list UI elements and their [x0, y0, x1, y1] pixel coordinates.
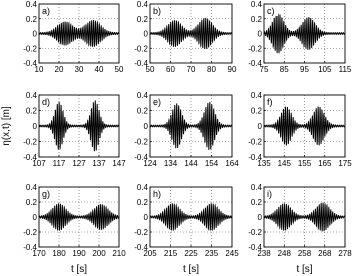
- x-tick-label: 180: [52, 249, 66, 258]
- x-tick-label: 165: [318, 159, 332, 168]
- x-tick-label: 115: [338, 65, 352, 74]
- panel-e: [134, 91, 239, 168]
- x-tick-label: 170: [32, 249, 46, 258]
- y-tick-label: -0.4: [134, 153, 148, 162]
- panel-tag: a): [42, 6, 51, 16]
- y-tick-label: 0: [32, 122, 37, 131]
- y-tick-label: -0.2: [248, 228, 262, 237]
- x-tick-label: 90: [227, 65, 237, 74]
- y-tick-label: 0.4: [25, 183, 37, 192]
- x-tick-label: 200: [92, 249, 106, 258]
- y-tick-label: -0.4: [248, 243, 262, 252]
- x-tick-label: 190: [72, 249, 86, 258]
- x-tick-label: 235: [204, 249, 219, 258]
- x-tick-label: 175: [338, 159, 352, 168]
- y-tick-label: -0.4: [23, 59, 37, 68]
- x-tick-label: 147: [112, 159, 126, 168]
- y-tick-label: -0.2: [23, 44, 37, 54]
- x-tick-label: 85: [279, 65, 289, 74]
- x-tick-label: 210: [112, 249, 126, 258]
- x-tick-label: 137: [92, 159, 106, 168]
- x-tick-label: 258: [297, 249, 312, 258]
- x-tick-label: 144: [184, 159, 198, 168]
- x-tick-label: 164: [225, 159, 239, 168]
- panel-tag: e): [153, 97, 162, 107]
- series-line: [39, 20, 119, 47]
- x-tick-label: 50: [145, 65, 155, 74]
- y-tick-label: 0.2: [25, 14, 37, 24]
- y-tick-label: -0.4: [23, 243, 37, 252]
- y-tick-label: 0.2: [25, 106, 37, 116]
- panel-g: [23, 183, 126, 275]
- x-tick-label: 70: [186, 65, 196, 74]
- y-tick-label: 0: [257, 122, 262, 131]
- panel-h: [134, 183, 239, 275]
- y-tick-label: -0.2: [134, 228, 148, 237]
- y-tick-label: 0.4: [25, 0, 37, 9]
- y-tick-label: 0.2: [250, 198, 262, 207]
- x-tick-label: 238: [257, 249, 271, 258]
- x-tick-label: 50: [114, 65, 124, 74]
- y-tick-label: 0.2: [136, 106, 148, 116]
- panel-tag: b): [153, 6, 162, 16]
- x-axis-label: t [s]: [182, 264, 200, 275]
- y-tick-label: 0: [143, 29, 148, 39]
- x-tick-label: 205: [143, 249, 157, 258]
- y-tick-label: 0.4: [250, 0, 262, 9]
- y-tick-label: 0: [32, 213, 37, 222]
- x-axis-label: t [s]: [70, 264, 88, 275]
- panel-tag: d): [42, 97, 51, 107]
- x-tick-label: 40: [94, 65, 104, 74]
- y-tick-label: 0: [143, 213, 148, 222]
- y-tick-label: 0: [257, 213, 262, 222]
- x-tick-label: 127: [72, 159, 86, 168]
- x-tick-label: 20: [54, 65, 64, 74]
- y-tick-label: -0.2: [248, 44, 262, 54]
- x-tick-label: 107: [32, 159, 46, 168]
- x-tick-label: 268: [318, 249, 332, 258]
- x-tick-label: 135: [257, 159, 271, 168]
- x-tick-label: 225: [184, 249, 198, 258]
- y-tick-label: 0.4: [250, 91, 262, 100]
- x-tick-label: 60: [166, 65, 175, 74]
- panel-tag: c): [267, 6, 275, 16]
- x-tick-label: 278: [338, 249, 352, 258]
- y-tick-label: 0.2: [136, 14, 148, 24]
- y-tick-label: -0.4: [134, 243, 148, 252]
- panel-b: [134, 0, 237, 74]
- y-tick-label: 0: [32, 29, 37, 39]
- panel-tag: i): [267, 189, 272, 199]
- panel-tag: g): [42, 189, 51, 199]
- x-tick-label: 95: [300, 65, 309, 74]
- y-tick-label: -0.2: [248, 137, 262, 147]
- x-tick-label: 215: [163, 249, 178, 258]
- x-tick-label: 80: [207, 65, 216, 74]
- y-tick-label: 0.2: [25, 198, 37, 207]
- x-tick-label: 75: [259, 65, 269, 74]
- x-tick-label: 245: [225, 249, 239, 258]
- y-tick-label: 0.4: [25, 91, 37, 100]
- panel-d: [1, 91, 126, 168]
- y-tick-label: -0.4: [248, 59, 262, 68]
- y-tick-label: 0.4: [250, 183, 262, 192]
- y-tick-label: 0.2: [250, 14, 262, 24]
- y-tick-label: -0.2: [134, 137, 148, 147]
- panel-tag: f): [267, 97, 273, 107]
- y-tick-label: -0.2: [23, 228, 37, 237]
- x-tick-label: 117: [52, 159, 66, 168]
- panel-c: [248, 0, 352, 74]
- x-tick-label: 134: [163, 159, 178, 168]
- y-tick-label: -0.2: [23, 137, 37, 147]
- series-line: [264, 107, 345, 146]
- y-axis-label: η(x,t) [m]: [1, 106, 12, 146]
- y-tick-label: -0.4: [23, 153, 37, 162]
- x-tick-label: 155: [297, 159, 312, 168]
- x-tick-label: 248: [277, 249, 291, 258]
- y-tick-label: 0.2: [250, 106, 262, 116]
- y-tick-label: 0: [143, 122, 148, 131]
- y-tick-label: -0.2: [134, 44, 148, 54]
- y-tick-label: 0.4: [136, 91, 148, 100]
- x-tick-label: 105: [318, 65, 332, 74]
- panel-f: [248, 91, 352, 168]
- panel-tag: h): [153, 189, 162, 199]
- y-tick-label: -0.4: [248, 153, 262, 162]
- panel-a: [23, 0, 124, 74]
- y-tick-label: 0.2: [136, 198, 148, 207]
- x-tick-label: 145: [277, 159, 291, 168]
- x-tick-label: 10: [34, 65, 44, 74]
- x-axis-label: t [s]: [296, 264, 313, 275]
- x-tick-label: 124: [143, 159, 157, 168]
- y-tick-label: 0: [257, 29, 262, 39]
- y-tick-label: 0.4: [136, 0, 148, 9]
- panel-i: [248, 183, 352, 275]
- x-tick-label: 30: [74, 65, 84, 74]
- y-tick-label: 0.4: [136, 183, 148, 192]
- y-tick-label: -0.4: [134, 59, 148, 68]
- x-tick-label: 154: [204, 159, 219, 168]
- series-line: [150, 102, 232, 150]
